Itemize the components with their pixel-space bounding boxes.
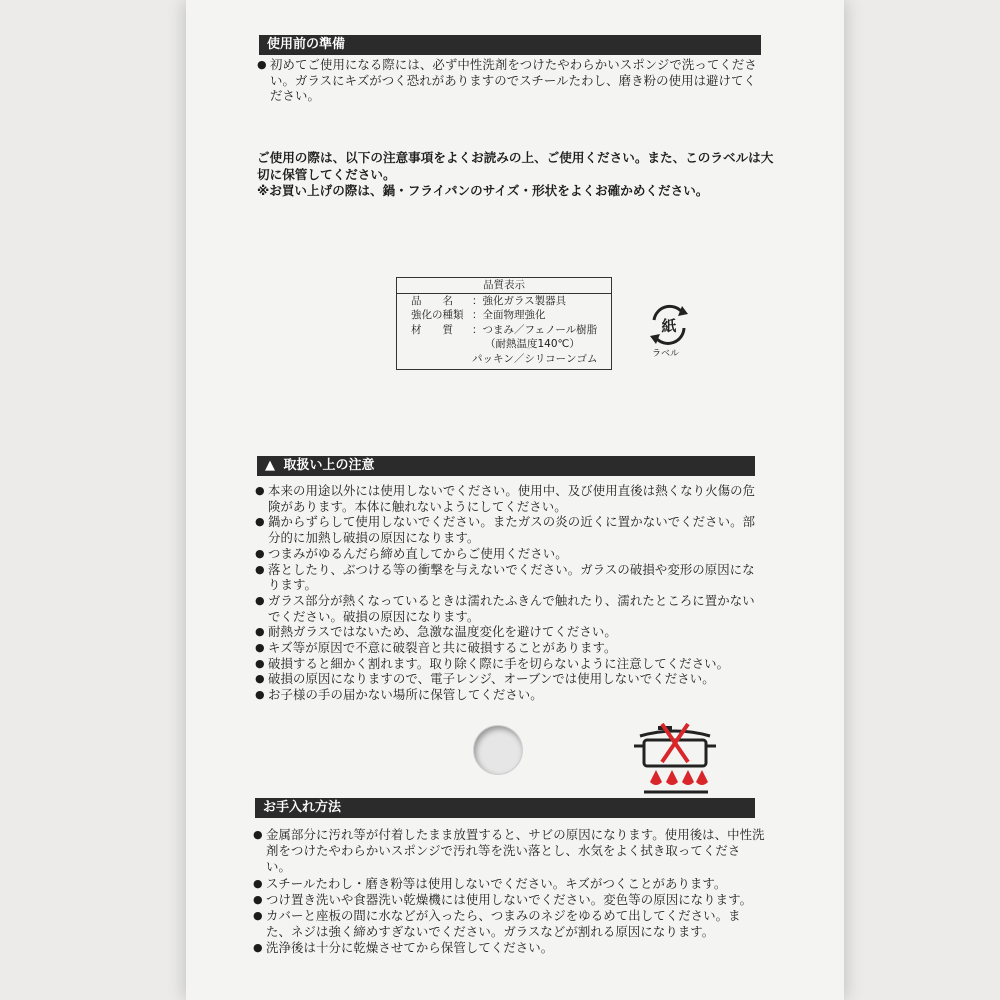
- handling-section-title: 取扱い上の注意: [283, 458, 375, 473]
- quality-title: 品質表示: [397, 278, 611, 294]
- care-item-1: ● スチールたわし・磨き粉等は使用しないでください。キズがつくことがあります。: [253, 876, 765, 892]
- handling-item-7: ● 破損すると細かく割れます。取り除く際に手を切らないように注意してください。: [255, 656, 763, 672]
- prep-section-title: 使用前の準備: [267, 37, 346, 52]
- hang-hole: [474, 726, 522, 774]
- quality-material-label: 材 質: [411, 323, 453, 336]
- care-section-body: [253, 827, 765, 957]
- care-item-0: ● 金属部分に汚れ等が付着したまま放置すると、サビの原因になります。使用後は、中性洗剤をつけたやわらかいスポンジで汚れ等を洗い落とし、水気をよく拭き取ってください。: [253, 827, 765, 876]
- care-item-2: ● つけ置き洗いや食器洗い乾燥機には使用しないでください。変色等の原因になります。: [253, 892, 765, 908]
- handling-section-header: [257, 456, 755, 476]
- prep-item-0: ● 初めてご使用になる際には、必ず中性洗剤をつけたやわらかいスポンジで洗ってください。ガラスにキズがつく恐れがありますのでスチールたわし、磨き粉の使用は避けてください。: [257, 57, 767, 104]
- handling-item-4: ● ガラス部分が熱くなっているときは濡れたふきんで触れたり、濡れたところに置かないでください。破損の原因になります。: [255, 593, 763, 624]
- handling-item-2: ● つまみがゆるんだら締め直してからご使用ください。: [255, 546, 763, 562]
- quality-label-box: [396, 277, 612, 370]
- handling-item-9: ● お子様の手の届かない場所に保管してください。: [255, 687, 763, 703]
- quality-material-value: つまみ／フェノール樹脂: [482, 323, 598, 336]
- quality-material-note: （耐熱温度140℃）: [485, 338, 580, 351]
- quality-material-value-2: パッキン／シリコーンゴム: [472, 352, 598, 365]
- quality-name-value: 強化ガラス製器具: [482, 295, 567, 307]
- care-section-header: [255, 798, 755, 818]
- handling-item-8: ● 破損の原因になりますので、電子レンジ、オーブンでは使用しないでください。: [255, 671, 763, 687]
- quality-type-value: 全面物理強化: [482, 309, 546, 322]
- care-item-3: ● カバーと座板の間に水などが入ったら、つまみのネジをゆるめて出してください。また、ネジは強く締めすぎないでください。ガラスなどが割れる原因になります。: [253, 908, 765, 940]
- prep-section-header: [259, 35, 761, 55]
- handling-item-0: ● 本来の用途以外には使用しないでください。使用中、及び使用直後は熱くなり火傷の危険があります。本体に触れないようにしてください。: [255, 483, 763, 514]
- handling-item-3: ● 落としたり、ぶつける等の衝撃を与えないでください。ガラスの破損や変形の原因になります。: [255, 562, 763, 593]
- care-item-4: ● 洗浄後は十分に乾燥させてから保管してください。: [253, 940, 765, 956]
- quality-row-material: 材 質 ： つまみ／フェノール樹脂: [397, 323, 611, 337]
- handling-item-6: ● キズ等が原因で不意に破裂音と共に破損することがあります。: [255, 640, 763, 656]
- handling-item-1: ● 鍋からずらして使用しないでください。またガスの炎の近くに置かないでください。部分的に加熱し破損の原因になります。: [255, 514, 763, 545]
- prep-section-body: [257, 57, 767, 104]
- no-direct-flame-pot-icon: [630, 718, 720, 796]
- handling-item-5: ● 耐熱ガラスではないため、急激な温度変化を避けてください。: [255, 624, 763, 640]
- handling-section-body: [255, 483, 763, 703]
- warning-icon: ▲: [265, 458, 275, 473]
- intro-line-2: ※お買い上げの際は、鍋・フライパンのサイズ・形状をよくお確かめください。: [257, 183, 709, 198]
- recycle-label: ラベル: [652, 349, 680, 359]
- usage-intro: [257, 150, 777, 200]
- quality-row-type: 強化の種類 ： 全面物理強化: [397, 308, 611, 322]
- quality-row-name: 品 名 ： 強化ガラス製器具: [397, 294, 611, 308]
- quality-type-label: 強化の種類: [411, 309, 464, 322]
- intro-line-1: ご使用の際は、以下の注意事項をよくお読みの上、ご使用ください。また、このラベルは大切に保管してください。: [257, 150, 774, 182]
- recycle-mark-text: 紙: [661, 317, 677, 335]
- quality-name-label: 品 名: [411, 295, 453, 307]
- care-section-title: お手入れ方法: [263, 800, 342, 815]
